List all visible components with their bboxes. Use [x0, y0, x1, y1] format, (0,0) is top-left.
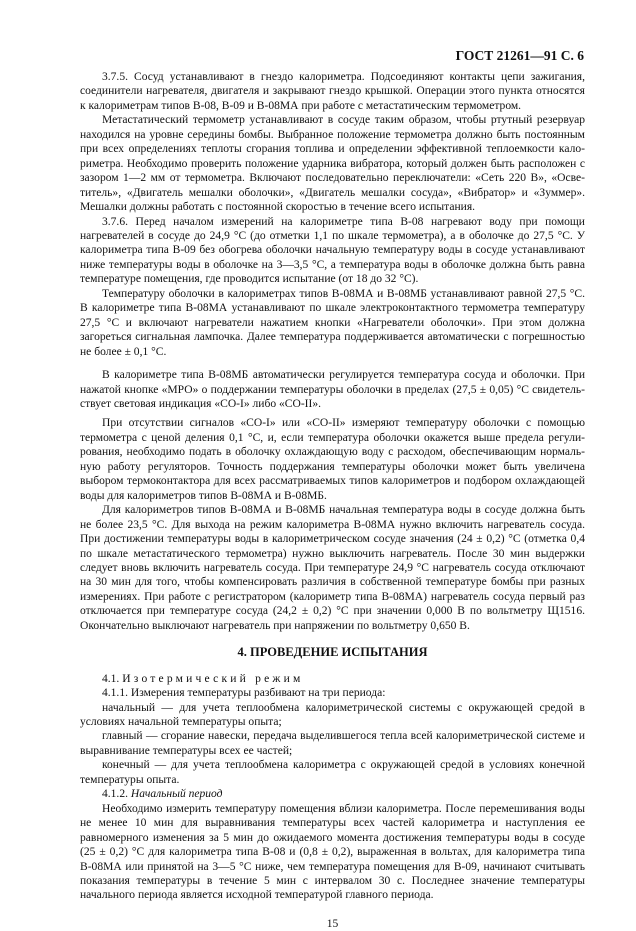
- paragraph: При отсутствии сигналов «СО-I» или «СО-II» измеряют температуру оболочки с помощью термометра с ценой деления 0,1 °С, и, если температура оболочки окажется выше предела регулирования, необходимо подать в оболочку охлаждающую воду с расходом, обеспечивающим нормальную работу регуляторов. Точность поддержания температуры оболочки может быть увеличена выбором термоконтактора для всех рассматриваемых типов калориметров и подбором охлаждающей воды для калориметров типов В-08МА и В-08МБ.: [80, 417, 585, 502]
- page-number: 15: [326, 917, 339, 930]
- subsection-title: [80, 787, 585, 801]
- paragraph: 4.1.1. Измерения температуры разбивают на три периода:: [102, 687, 386, 700]
- paragraph: Для калориметров типов В-08МА и В-08МБ начальная температура воды в сосуде должна быть не более 23,5 °С. Для выхода на режим калориметра В-08МА нужно включить нагреватель сосуда. При достижении температуры воды в калориметрическом сосуде значения (24 ± 0,2) °С (отметка 0,4 по шкале метастатического термометра) нужно выключить нагреватель. После 30 мин выдержки следует вновь включить нагреватель сосуда. При температуре 24,9 °С нагреватель сосуда отключают на 30 мин для того, чтобы компенсировать различия в собственной температуре бомбы при разных измерениях. При работе с регистратором (калориметр типа В-08МА) нагреватель сосуда первый раз отключается при температуре сосуда (24,2 ± 0,2) °С при значении 0,000 В по вольтметру Щ1516. Окончательно выключают нагреватель при напряжении по вольтметру 0,650 В.: [80, 504, 585, 632]
- paragraph: 3.7.6. Перед началом измерений на калориметре типа В-08 нагревают воду при помощи нагревателей в сосуде до 24,9 °С (до отметки 1,1 по шкале термометра), а в оболочке до 27,5 °С. У калориметра типа В-09 без обогрева оболочки начальную температуру воды в сосуде устанавливают ниже температуры воды в оболочке на 3—3,5 °С, а температура воды в оболочке должна быть равна температуре помещения, где проводится испытание (от 18 до 32 °С).: [80, 215, 585, 286]
- paragraph: начальный — для учета теплообмена калориметрической системы с окружающей средой в условиях начальной температуры опыта;: [80, 701, 585, 729]
- subsection-title: [80, 672, 585, 686]
- paragraph: 3.7.5. Сосуд устанавливают в гнездо калориметра. Подсоединяют контакты цепи зажигания, соединители нагревателя, двигателя и закрывают гнездо крышкой. Операции этого пункта относятся к калориметрам типов В-08, В-09 и В-08МА при работе с метастатическим термометром.: [80, 71, 585, 112]
- document-body: [80, 70, 585, 931]
- subsection-number: 4.1.2.: [102, 788, 128, 801]
- section-heading: 4. ПРОВЕДЕНИЕ ИСПЫТАНИЯ: [237, 645, 428, 660]
- paragraph: В калориметре типа В-08МБ автоматически регулируется температура сосуда и оболочки. При нажатой кнопке «МРО» о поддержании температуры оболочки в пределах (27,5 ± 0,05) °С свидетельствует световая индикация «СО-I» либо «СО-II».: [80, 369, 585, 410]
- subsection-name: Изотермический режим: [122, 672, 304, 685]
- subsection-number: 4.1.: [102, 672, 120, 685]
- subsection-name: Начальный период: [130, 788, 223, 801]
- paragraph: конечный — для учета теплообмена калориметра с окружающей средой в условиях конечной температуры опыта.: [80, 759, 585, 786]
- paragraph: Температуру оболочки в калориметрах типов В-08МА и В-08МБ устанавливают равной 27,5 °С. В калориметре типа В-08МА устанавливают по шкале электроконтактного термометра температуру 27,5 °С и включают нагреватели нажатием кнопки «Нагреватели оболочки». При этом должна загореться сигнальная лампочка. Далее температура поддерживается автоматически с погрешностью не более ± 0,1 °С.: [80, 287, 585, 358]
- paragraph: Необходимо измерить температуру помещения вблизи калориметра. После перемешивания воды не менее 10 мин для выравнивания температуры всех частей калориметра и наступления ее равномерного изменения за 5 мин до ожидаемого момента достижения температуры воды в сосуде (25 ± 0,2) °С для калориметра типа В-08 и (0,8 ± 0,2), выраженная в вольтах, для калориметра типа В-08МА или принятой на 3—5 °С ниже, чем температура помещения для В-09, начинают считывать показания температуры в течение 5 мин с интервалом 30 с. Последнее значение температуры начального периода является исходной температурой главного периода.: [80, 802, 585, 902]
- paragraph: Метастатический термометр устанавливают в сосуде таким образом, чтобы ртутный резервуар находился на уровне середины бомбы. Выбранное положение термометра должно быть постоянным при всех определениях теплоты сгорания топлива и определении эффективной теплоемкости калориметра. Необходимо проверить положение ударника вибратора, который должен быть расположен с зазором 1—2 мм от термометра. Включают последовательно переключатели: «Сеть 220 В», «Осветитель», «Двигатель мешалки оболочки», «Двигатель мешалки сосуда», «Вибратор» и «Зуммер». Мешалки должны работать с постоянной скоростью в течение всего испытания.: [80, 114, 585, 214]
- document-header: ГОСТ 21261—91 С. 6: [455, 48, 584, 63]
- paragraph: главный — сгорание навески, передача выделившегося тепла всей калориметрической системе и выравнивание температуры всех ее частей;: [80, 730, 585, 757]
